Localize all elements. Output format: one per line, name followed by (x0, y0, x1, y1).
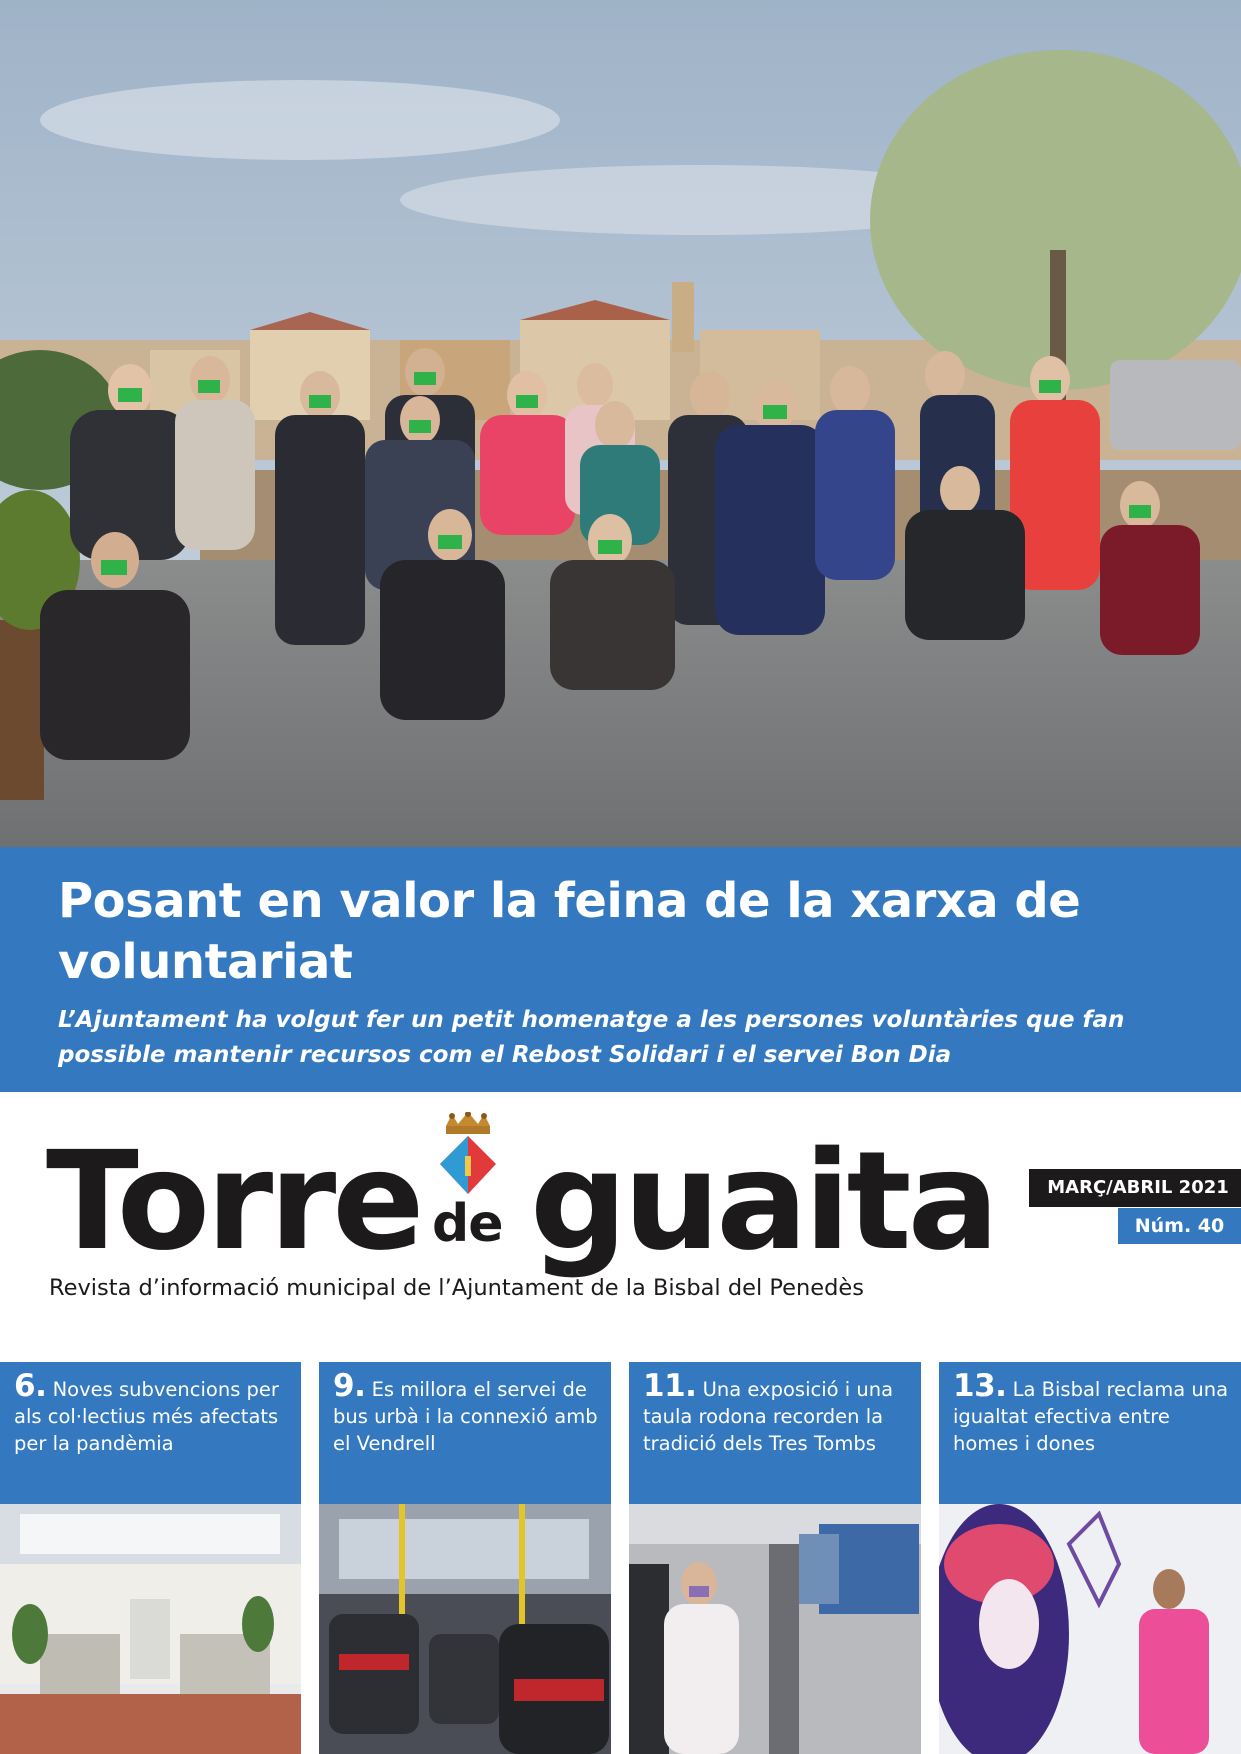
article-teaser (939, 1362, 1241, 1504)
magazine-tagline: Revista d’informació municipal de l’Ajuntament de la Bisbal del Penedès (49, 1275, 864, 1301)
title-word-torre: Torre (46, 1123, 421, 1281)
cover-story-band (0, 847, 1241, 1092)
cover-photo (0, 0, 1241, 847)
article-title: Es millora el servei de bus urbà i la connexió amb el Vendrell (333, 1378, 598, 1455)
municipal-crest-icon (438, 1112, 498, 1206)
article-card-6[interactable] (0, 1362, 301, 1754)
article-title: Noves subvencions per als col·lectius més afectats per la pandèmia (14, 1378, 279, 1455)
article-teaser (629, 1362, 921, 1504)
article-title: La Bisbal reclama una igualtat efectiva entre homes i dones (953, 1378, 1229, 1455)
article-photo-office (0, 1504, 301, 1754)
article-title: Una exposició i una taula rodona recorden la tradició dels Tres Tombs (643, 1378, 894, 1455)
article-card-11[interactable] (629, 1362, 921, 1754)
issue-date-badge: MARÇ/ABRIL 2021 (1029, 1169, 1241, 1207)
cover-headline: Posant en valor la feina de la xarxa de voluntariat (58, 873, 1081, 990)
article-page-number: 9. (333, 1368, 366, 1404)
article-photo-exhibition (629, 1504, 921, 1754)
article-page-number: 6. (14, 1368, 47, 1404)
issue-number-badge: Núm. 40 (1118, 1208, 1241, 1244)
cover-subheadline: L’Ajuntament ha volgut fer un petit homenatge a les persones voluntàries que fan possible mantenir recursos com el Rebost Solidari i el servei Bon Dia (58, 1007, 1125, 1068)
article-teaser (319, 1362, 611, 1504)
article-teaser (0, 1362, 301, 1504)
masthead (0, 1092, 1241, 1362)
article-photo-bus (319, 1504, 611, 1754)
article-page-number: 11. (643, 1368, 697, 1404)
article-photo-mural (939, 1504, 1241, 1754)
article-card-13[interactable] (939, 1362, 1241, 1754)
article-page-number: 13. (953, 1368, 1007, 1404)
title-word-de: de (432, 1194, 503, 1254)
title-word-guaita: guaita (530, 1123, 996, 1281)
article-card-9[interactable] (319, 1362, 611, 1754)
